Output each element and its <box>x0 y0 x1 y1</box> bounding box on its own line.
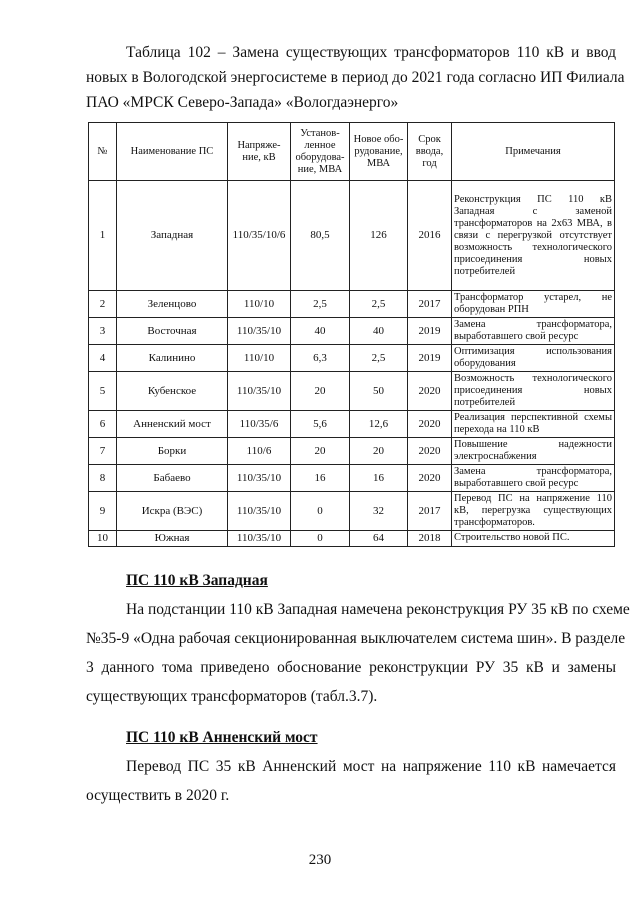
cell-new: 32 <box>350 492 408 531</box>
cell-number: 1 <box>89 181 117 291</box>
cell-year: 2017 <box>408 492 452 531</box>
cell-substation: Южная <box>117 531 228 547</box>
paragraph-line: №35-9 «Одна рабочая секционированная выключателем система шин». В разделе <box>86 630 626 647</box>
cell-note: Перевод ПС на напряжение 110 кВ, перегрузка существующих трансформаторов. <box>452 492 615 531</box>
cell-note: Оптимизация использования оборудования <box>452 345 615 372</box>
caption-line: новых в Вологодской энергосистеме в период до 2021 года согласно ИП Филиала <box>86 69 625 86</box>
cell-voltage: 110/35/10 <box>228 465 291 492</box>
paragraph-line: существующих трансформаторов (табл.3.7). <box>86 688 378 705</box>
section-title-annensky: ПС 110 кВ Анненский мост <box>126 729 318 746</box>
cell-note: Замена трансформатора, выработавшего свой ресурс <box>452 465 615 492</box>
cell-substation: Бабаево <box>117 465 228 492</box>
cell-substation: Борки <box>117 438 228 465</box>
cell-year: 2018 <box>408 531 452 547</box>
header-cell: Напряже-ние, кВ <box>228 123 291 181</box>
paragraph-line: На подстанции 110 кВ Западная намечена реконструкция РУ 35 кВ по схеме <box>126 601 630 618</box>
cell-installed: 0 <box>291 531 350 547</box>
cell-voltage: 110/35/10 <box>228 531 291 547</box>
cell-installed: 5,6 <box>291 411 350 438</box>
table-header-row <box>89 123 615 181</box>
cell-voltage: 110/10 <box>228 345 291 372</box>
cell-installed: 6,3 <box>291 345 350 372</box>
cell-new: 50 <box>350 372 408 411</box>
cell-number: 8 <box>89 465 117 492</box>
transformer-table <box>88 122 615 547</box>
header-cell: Наименование ПС <box>117 123 228 181</box>
cell-voltage: 110/35/10 <box>228 492 291 531</box>
cell-note: Реализация перспективной схемы перехода на 110 кВ <box>452 411 615 438</box>
table-row <box>89 438 615 465</box>
cell-year: 2020 <box>408 411 452 438</box>
table-row <box>89 465 615 492</box>
cell-voltage: 110/10 <box>228 291 291 318</box>
cell-number: 7 <box>89 438 117 465</box>
header-cell: Срок ввода, год <box>408 123 452 181</box>
cell-new: 2,5 <box>350 291 408 318</box>
page-number: 230 <box>308 852 332 868</box>
caption-line: Таблица 102 – Замена существующих трансформаторов 110 кВ и ввод <box>126 44 616 61</box>
header-cell: Установ-ленное оборудова-ние, МВА <box>291 123 350 181</box>
paragraph-line: 3 данного тома приведено обоснование реконструкции РУ 35 кВ и замены <box>86 659 616 676</box>
paragraph-line: Перевод ПС 35 кВ Анненский мост на напряжение 110 кВ намечается <box>126 758 616 775</box>
header-cell: Примечания <box>452 123 615 181</box>
table-caption <box>86 40 625 115</box>
cell-number: 3 <box>89 318 117 345</box>
cell-note: Трансформатор устарел, не оборудован РПН <box>452 291 615 318</box>
table-row <box>89 318 615 345</box>
cell-voltage: 110/6 <box>228 438 291 465</box>
cell-installed: 80,5 <box>291 181 350 291</box>
table-row <box>89 372 615 411</box>
cell-installed: 0 <box>291 492 350 531</box>
cell-year: 2019 <box>408 318 452 345</box>
caption-line: ПАО «МРСК Северо-Запада» «Вологдаэнерго» <box>86 94 399 111</box>
cell-voltage: 110/35/10/6 <box>228 181 291 291</box>
cell-voltage: 110/35/6 <box>228 411 291 438</box>
cell-number: 6 <box>89 411 117 438</box>
cell-year: 2020 <box>408 438 452 465</box>
cell-substation: Калинино <box>117 345 228 372</box>
cell-number: 9 <box>89 492 117 531</box>
paragraph-line: осуществить в 2020 г. <box>86 787 230 804</box>
table-row <box>89 531 615 547</box>
table-row <box>89 345 615 372</box>
cell-substation: Зеленцово <box>117 291 228 318</box>
cell-note: Возможность технологического присоединения новых потребителей <box>452 372 615 411</box>
cell-installed: 40 <box>291 318 350 345</box>
cell-substation: Западная <box>117 181 228 291</box>
cell-year: 2016 <box>408 181 452 291</box>
cell-new: 12,6 <box>350 411 408 438</box>
cell-new: 16 <box>350 465 408 492</box>
cell-number: 10 <box>89 531 117 547</box>
cell-installed: 16 <box>291 465 350 492</box>
cell-new: 20 <box>350 438 408 465</box>
table-row <box>89 492 615 531</box>
table-row <box>89 411 615 438</box>
cell-installed: 20 <box>291 372 350 411</box>
cell-voltage: 110/35/10 <box>228 318 291 345</box>
section-paragraph-zapadnaya <box>86 595 630 711</box>
cell-substation: Анненский мост <box>117 411 228 438</box>
cell-substation: Искра (ВЭС) <box>117 492 228 531</box>
cell-new: 126 <box>350 181 408 291</box>
cell-voltage: 110/35/10 <box>228 372 291 411</box>
table-row <box>89 181 615 291</box>
cell-installed: 2,5 <box>291 291 350 318</box>
section-title-zapadnaya: ПС 110 кВ Западная <box>126 572 268 589</box>
cell-substation: Восточная <box>117 318 228 345</box>
table-row <box>89 291 615 318</box>
cell-year: 2020 <box>408 372 452 411</box>
cell-year: 2017 <box>408 291 452 318</box>
cell-new: 40 <box>350 318 408 345</box>
cell-number: 4 <box>89 345 117 372</box>
cell-substation: Кубенское <box>117 372 228 411</box>
cell-number: 5 <box>89 372 117 411</box>
cell-note: Строительство новой ПС. <box>452 531 615 547</box>
cell-number: 2 <box>89 291 117 318</box>
cell-note: Реконструкция ПС 110 кВ Западная с заменой трансформаторов на 2х63 МВА, в связи с перегрузкой отсутствует возможность технологического присоединения новых потребителей <box>452 181 615 291</box>
header-cell: Новое обо-рудование, МВА <box>350 123 408 181</box>
cell-year: 2020 <box>408 465 452 492</box>
cell-year: 2019 <box>408 345 452 372</box>
cell-note: Повышение надежности электроснабжения <box>452 438 615 465</box>
section-paragraph-annensky <box>86 752 616 810</box>
cell-note: Замена трансформатора, выработавшего свой ресурс <box>452 318 615 345</box>
cell-new: 64 <box>350 531 408 547</box>
header-cell: № <box>89 123 117 181</box>
cell-installed: 20 <box>291 438 350 465</box>
cell-new: 2,5 <box>350 345 408 372</box>
